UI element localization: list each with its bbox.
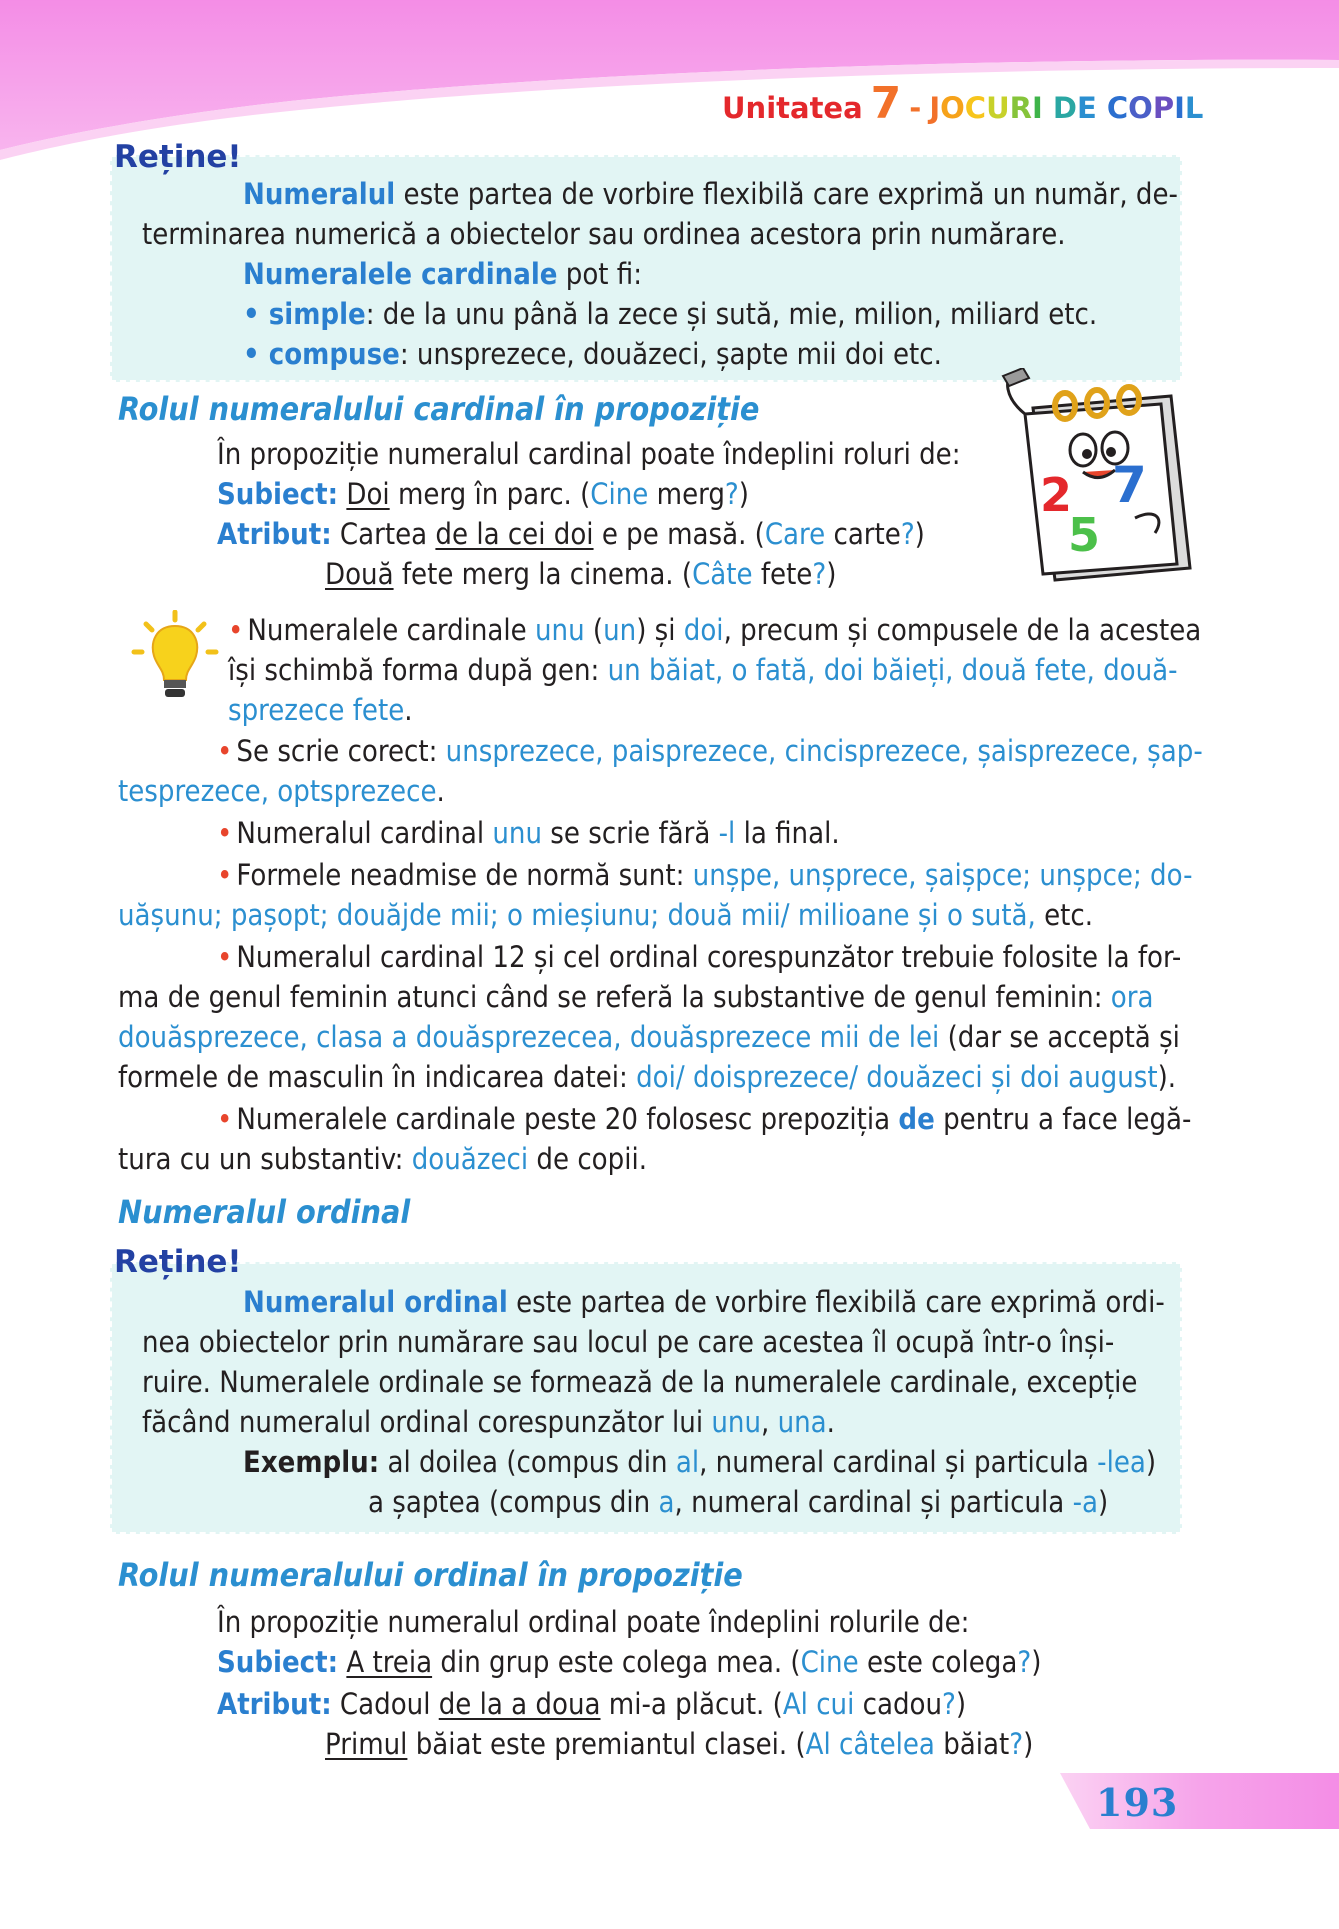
box1-line-3: Numeralele cardinale pot fi: — [243, 257, 643, 291]
note-3: • Numeralul cardinal unu se scrie fără -l la final. — [217, 816, 840, 850]
note-1-line-3: sprezece fete. — [228, 693, 413, 727]
box2-line-4: făcând numeralul ordinal corespunzător lui unu, una. — [142, 1405, 835, 1439]
section3-intro: În propoziție numeralul ordinal poate îndeplini rolurile de: — [217, 1605, 970, 1639]
lightbulb-icon — [130, 610, 220, 710]
note-5-line-1: • Numeralul cardinal 12 și cel ordinal corespunzător trebuie folosite la for- — [217, 940, 1182, 974]
unit-dash: - — [909, 91, 922, 125]
note-1-line-2: își schimbă forma după gen: un băiat, o fată, doi băieți, două fete, două- — [228, 653, 1178, 687]
calendar-digit-7: 7 — [1112, 456, 1147, 514]
note-2-line-1: • Se scrie corect: unsprezece, paisprezece, cincisprezece, șaisprezece, șap- — [217, 734, 1203, 768]
box1-line-1: Numeralul este partea de vorbire flexibilă care exprimă un număr, de- — [243, 177, 1178, 211]
box2-line-2: nea obiectelor prin numărare sau locul pe care acestea îl ocupă într-o înși- — [142, 1325, 1115, 1359]
page-number: 193 — [1096, 1780, 1179, 1825]
note-6-line-2: tura cu un substantiv: douăzeci de copii. — [118, 1142, 647, 1176]
section1-attribute-2: Două fete merg la cinema. (Câte fete?) — [325, 557, 837, 591]
note-6-line-1: • Numeralele cardinale peste 20 folosesc prepoziția de pentru a face legă- — [217, 1102, 1192, 1136]
box2-example-2: a șaptea (compus din a, numeral cardinal și particula -a) — [368, 1485, 1109, 1519]
note-5-line-4: formele de masculin în indicarea datei: doi/ doisprezece/ douăzeci și doi august). — [118, 1060, 1177, 1094]
unit-word: Unitatea — [722, 91, 863, 125]
box1-line-5: • compuse: unsprezece, douăzeci, șapte mii doi etc. — [243, 337, 942, 371]
box1-line-2: terminarea numerică a obiectelor sau ordinea acestora prin numărare. — [142, 217, 1066, 251]
note-4-line-2: uășunu; pașopt; douăjde mii; o mieșiunu; două mii/ milioane și o sută, etc. — [118, 898, 1094, 932]
box2-line-1: Numeralul ordinal este partea de vorbire flexibilă care exprimă ordi- — [243, 1285, 1165, 1319]
note-1-line-1: • Numeralele cardinale unu (un) și doi, precum și compusele de la acestea — [228, 613, 1202, 647]
section-heading-ordinal-role: Rolul numeralului ordinal în propoziție — [118, 1556, 743, 1594]
box2-line-3: ruire. Numeralele ordinale se formează de la numeralele cardinale, excepție — [142, 1365, 1138, 1399]
calendar-digit-2: 2 — [1040, 468, 1073, 522]
unit-title: JOCURI DE COPIL — [929, 91, 1204, 125]
section1-intro: În propoziție numeralul cardinal poate îndeplini roluri de: — [217, 437, 961, 471]
box1-line-4: • simple: de la unu până la zece și sută, mie, milion, miliard etc. — [243, 297, 1098, 331]
note-5-line-2: ma de genul feminin atunci când se referă la substantive de genul feminin: ora — [118, 980, 1154, 1014]
retine-title-2: Reține! — [114, 1244, 242, 1280]
section1-subject: Subiect: Doi merg în parc. (Cine merg?) — [217, 477, 749, 511]
retine-title-1: Reține! — [114, 139, 242, 175]
section-heading-cardinal-role: Rolul numeralului cardinal în propoziție — [118, 390, 760, 428]
box2-example-1: Exemplu: al doilea (compus din al, numeral cardinal și particula -lea) — [243, 1445, 1157, 1479]
calendar-digit-5: 5 — [1068, 508, 1101, 562]
note-5-line-3: douăsprezece, clasa a douăsprezecea, douăsprezece mii de lei (dar se acceptă și — [118, 1020, 1180, 1054]
section1-attribute: Atribut: Cartea de la cei doi e pe masă. (Care carte?) — [217, 517, 925, 551]
note-4-line-1: • Formele neadmise de normă sunt: unșpe, unșprece, șaișpce; unșpce; do- — [217, 858, 1193, 892]
section-heading-ordinal: Numeralul ordinal — [118, 1193, 411, 1231]
unit-number: 7 — [870, 78, 902, 129]
unit-header — [722, 78, 1203, 129]
section3-subject: Subiect: A treia din grup este colega mea. (Cine este colega?) — [217, 1645, 1042, 1679]
section3-attribute-2: Primul băiat este premiantul clasei. (Al câtelea băiat?) — [325, 1727, 1034, 1761]
section3-attribute: Atribut: Cadoul de la a doua mi-a plăcut. (Al cui cadou?) — [217, 1687, 967, 1721]
note-2-line-2: tesprezece, optsprezece. — [118, 774, 445, 808]
